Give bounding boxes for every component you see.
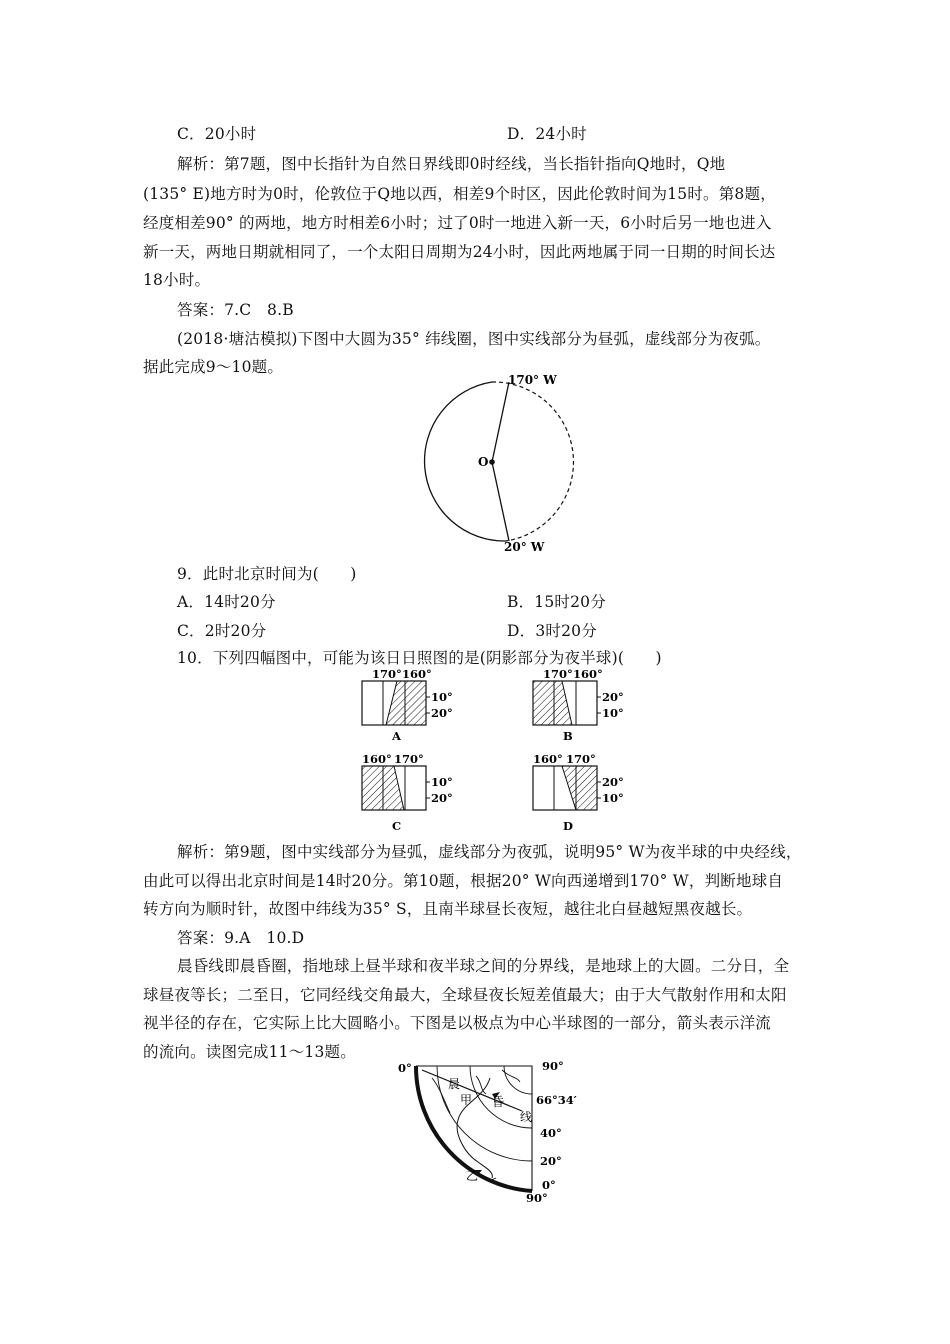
paragraph-line: 的流向。读图完成11～13题。 — [143, 1043, 356, 1061]
option-d-q9: D．3时20分 — [507, 622, 597, 640]
lon-0-label: 0° — [398, 1061, 412, 1075]
d-right-2: 10° — [602, 791, 624, 805]
arctic-circle-label: 66°34′ — [536, 1093, 577, 1107]
explanation-line: 新一天，两地日期就相同了，一个太阳日周期为24小时，因此两地属于同一日期的时间长达 — [143, 243, 776, 261]
explanation-line: 由此可以得出北京时间是14时20分。第10题，根据20° W向西递增到170° W，判断地球自 — [143, 872, 784, 890]
question-intro: (2018·塘沽模拟)下图中大圆为35° 纬线圈，图中实线部分为昼弧，虚线部分为夜弧。 — [177, 330, 771, 348]
answer-line: 答案：7.C 8.B — [177, 301, 294, 319]
explanation-line: 18小时。 — [143, 271, 211, 289]
c-caption: C — [392, 819, 402, 833]
label-20w: 20° W — [504, 540, 545, 554]
option-d-q8: D．24小时 — [507, 125, 587, 143]
hun-label: 昏 — [492, 1095, 505, 1109]
explanation-line: 解析：第9题，图中实线部分为昼弧，虚线部分为夜弧，说明95° W为夜半球的中央经线， — [177, 843, 802, 861]
option-b-diagram — [533, 667, 624, 743]
a-caption: A — [392, 729, 401, 743]
lon-90-label: 90° — [526, 1191, 548, 1205]
a-top-right: 160° — [402, 667, 432, 681]
paragraph-line: 球昼夜等长；二至日，它同经线交角最大，全球昼夜长短差值最大；由于大气散射作用和太阳 — [143, 986, 787, 1004]
polar-quadrant-map — [392, 1058, 612, 1208]
lat-40-label: 40° — [540, 1126, 562, 1140]
d-top-right: 170° — [566, 752, 596, 766]
xian-label: 线 — [520, 1110, 533, 1124]
latitude-circle-figure — [400, 368, 620, 558]
option-c-q9: C．2时20分 — [177, 622, 267, 640]
d-right-1: 20° — [602, 775, 624, 789]
option-b-q9: B．15时20分 — [507, 593, 606, 611]
question-intro: 据此完成9～10题。 — [143, 358, 284, 376]
c-right-1: 10° — [431, 775, 453, 789]
answer-line: 答案：9.A 10.D — [177, 929, 305, 947]
b-top-left: 170° — [543, 667, 573, 681]
option-c-diagram — [362, 752, 453, 833]
option-d-diagram — [533, 752, 624, 833]
question-9: 9．此时北京时间为( ) — [177, 565, 357, 583]
paragraph-line: 晨昏线即晨昏圈，指地球上昼半球和夜半球之间的分界线，是地球上的大圆。二分日，全 — [177, 957, 790, 975]
explanation-line: (135° E)地方时为0时，伦敦位于Q地以西，相差9个时区，因此伦敦时间为15时。第8题， — [143, 185, 776, 203]
label-170w: 170° W — [508, 373, 557, 387]
b-caption: B — [563, 729, 573, 743]
option-a-diagram — [362, 667, 453, 743]
c-top-left: 160° — [362, 752, 392, 766]
label-o: O — [478, 455, 489, 469]
option-a-q9: A．14时20分 — [177, 593, 276, 611]
paragraph-line: 视半径的存在，它实际上比大圆略小。下图是以极点为中心半球图的一部分，箭头表示洋流 — [143, 1014, 772, 1032]
lat-90-label: 90° — [542, 1059, 564, 1073]
b-top-right: 160° — [573, 667, 603, 681]
question-10: 10．下列四幅图中，可能为该日日照图的是(阴影部分为夜半球)( ) — [177, 649, 662, 667]
lat-20-label: 20° — [540, 1154, 562, 1168]
a-right-1: 10° — [431, 690, 453, 704]
c-right-2: 20° — [431, 791, 453, 805]
explanation-line: 解析：第7题，图中长指针为自然日界线即0时经线，当长指针指向Q地时，Q地 — [177, 155, 726, 173]
four-options-figure — [340, 664, 640, 840]
c-top-right: 170° — [394, 752, 424, 766]
lat-0-label: 0° — [542, 1178, 556, 1192]
yi-label: 乙 — [466, 1169, 479, 1183]
chen-label: 晨 — [448, 1077, 461, 1091]
d-top-left: 160° — [533, 752, 563, 766]
a-right-2: 20° — [431, 706, 453, 720]
b-right-1: 20° — [602, 690, 624, 704]
jia-label: 甲 — [460, 1093, 473, 1107]
a-top-left: 170° — [372, 667, 402, 681]
b-right-2: 10° — [602, 706, 624, 720]
explanation-line: 转方向为顺时针，故图中纬线为35° S，且南半球昼长夜短，越往北白昼越短黑夜越长。 — [143, 900, 753, 918]
explanation-line: 经度相差90° 的两地，地方时相差6小时；过了0时一地进入新一天，6小时后另一地也进入 — [143, 214, 772, 232]
option-c-q8: C．20小时 — [177, 125, 257, 143]
d-caption: D — [563, 819, 573, 833]
